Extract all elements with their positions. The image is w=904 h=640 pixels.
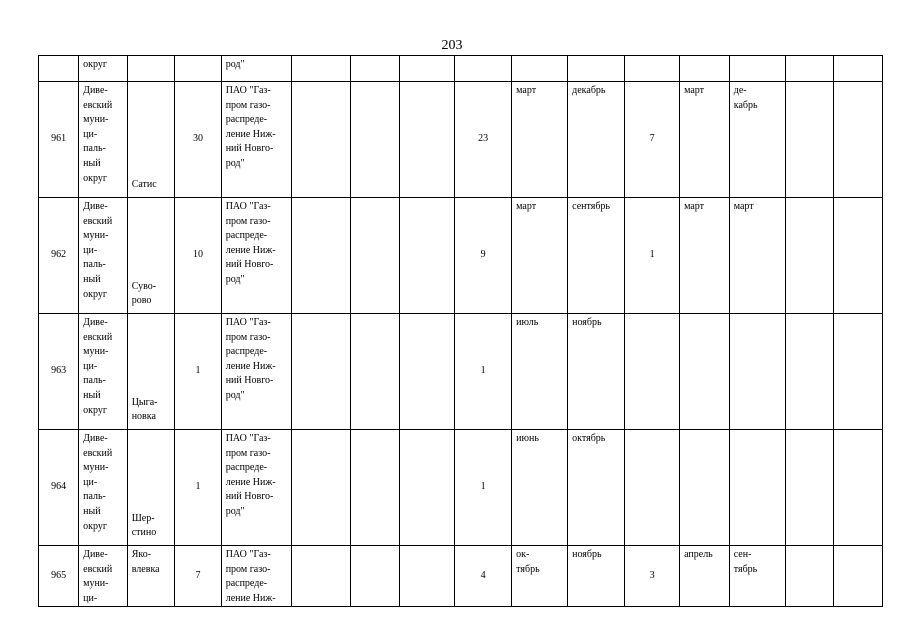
table-body bbox=[39, 56, 883, 607]
cell-month-end-2 bbox=[729, 82, 785, 198]
cell-qty bbox=[175, 546, 221, 607]
cell-district bbox=[79, 430, 128, 546]
cell-empty bbox=[292, 198, 350, 314]
cell-month-end-text: ноябрь bbox=[572, 549, 602, 560]
cell-count bbox=[455, 314, 512, 430]
cell-count bbox=[455, 198, 512, 314]
cell-empty bbox=[400, 546, 455, 607]
cell-month-start-2 bbox=[680, 314, 730, 430]
cell-month-end-text: октябрь bbox=[572, 433, 606, 444]
cell-month-end-2 bbox=[729, 314, 785, 430]
cell-org-text: ПАО "Газ- пром газо- распреде- ление Ниж- ний Новго- род" bbox=[225, 85, 276, 169]
cell-month-end-2-text: март bbox=[733, 201, 754, 212]
cell-org bbox=[221, 546, 292, 607]
cell-locality-text: Сатис bbox=[131, 179, 157, 191]
cell-empty bbox=[785, 546, 834, 607]
cell-qty-text: 7 bbox=[195, 569, 201, 581]
table-row-continuation bbox=[39, 56, 883, 82]
cell-month-start-text: март bbox=[516, 201, 537, 212]
cell-locality bbox=[127, 82, 175, 198]
cell-num bbox=[39, 198, 79, 314]
cell-empty bbox=[400, 430, 455, 546]
cell-org-text: ПАО "Газ- пром газо- распреде- ление Ниж- ний Новго- род" bbox=[225, 201, 276, 285]
cell-locality-text: Яко- влевка bbox=[131, 549, 160, 575]
cell-month-start-text: ок- тябрь bbox=[516, 549, 540, 575]
cell-empty bbox=[834, 82, 883, 198]
cell-month-end bbox=[568, 314, 625, 430]
cell-count2 bbox=[625, 198, 680, 314]
cell-count2-text: 7 bbox=[649, 133, 655, 145]
cell-month-end-text: ноябрь bbox=[572, 317, 602, 328]
cell-month-end bbox=[568, 82, 625, 198]
cell-empty bbox=[292, 314, 350, 430]
cell-qty bbox=[175, 430, 221, 546]
cell-count2 bbox=[625, 82, 680, 198]
cell-org bbox=[221, 314, 292, 430]
cell-month-start-text: март bbox=[516, 85, 537, 96]
cell-empty bbox=[785, 430, 834, 546]
cell-empty bbox=[400, 314, 455, 430]
cell-num bbox=[39, 82, 79, 198]
cell-district bbox=[79, 546, 128, 607]
table-row bbox=[39, 546, 883, 607]
cell-locality bbox=[127, 56, 175, 82]
cell-count bbox=[455, 82, 512, 198]
cell-org-text: ПАО "Газ- пром газо- распреде- ление Ниж- bbox=[225, 549, 276, 604]
cell-num bbox=[39, 314, 79, 430]
cell-month-start-text: июнь bbox=[516, 433, 539, 444]
cell-month-start-2 bbox=[680, 198, 730, 314]
cell-month-end-2 bbox=[729, 430, 785, 546]
table-row bbox=[39, 314, 883, 430]
cell-count-text: 1 bbox=[480, 481, 486, 493]
cell-month-start-2-text: март bbox=[684, 85, 705, 96]
cell-num-text: 962 bbox=[51, 249, 67, 261]
table-row bbox=[39, 198, 883, 314]
cell-qty-text: 1 bbox=[195, 365, 201, 377]
cell-month-start bbox=[512, 546, 568, 607]
cell-month-start-2 bbox=[680, 56, 730, 82]
cell-empty bbox=[785, 82, 834, 198]
cell-locality bbox=[127, 198, 175, 314]
cell-qty bbox=[175, 82, 221, 198]
cell-month-start bbox=[512, 56, 568, 82]
cell-count-text: 1 bbox=[480, 365, 486, 377]
cell-count2-text: 1 bbox=[649, 249, 655, 261]
cell-qty bbox=[175, 314, 221, 430]
cell-month-start-text: июль bbox=[516, 317, 539, 328]
cell-district-text: Диве- евский муни- ци- bbox=[83, 549, 113, 604]
cell-month-end-text: декабрь bbox=[572, 85, 606, 96]
cell-month-start-2 bbox=[680, 546, 730, 607]
cell-empty bbox=[400, 82, 455, 198]
cell-qty bbox=[175, 198, 221, 314]
cell-count2 bbox=[625, 56, 680, 82]
cell-district-text: Диве- евский муни- ци- паль- ный округ bbox=[83, 85, 113, 184]
cell-num-text: 964 bbox=[51, 481, 67, 493]
cell-locality bbox=[127, 314, 175, 430]
cell-org: род" bbox=[221, 56, 292, 82]
table-row bbox=[39, 430, 883, 546]
cell-month-start-2 bbox=[680, 82, 730, 198]
cell-empty bbox=[350, 56, 400, 82]
cell-month-end bbox=[568, 430, 625, 546]
page-number: 203 bbox=[441, 38, 463, 53]
cell-num bbox=[39, 546, 79, 607]
cell-num-text: 961 bbox=[51, 133, 67, 145]
cell-locality bbox=[127, 546, 175, 607]
cell-empty bbox=[785, 56, 834, 82]
cell-month-start-2-text: март bbox=[684, 201, 705, 212]
cell-month-end-2-text: сен- тябрь bbox=[733, 549, 758, 575]
cell-month-start bbox=[512, 430, 568, 546]
cell-org bbox=[221, 198, 292, 314]
cell-num-text: 965 bbox=[51, 569, 67, 581]
cell-qty-text: 10 bbox=[192, 249, 203, 261]
cell-empty bbox=[834, 56, 883, 82]
cell-empty bbox=[350, 314, 400, 430]
cell-month-start bbox=[512, 198, 568, 314]
cell-district bbox=[79, 82, 128, 198]
cell-count bbox=[455, 56, 512, 82]
cell-locality-text: Суво- рово bbox=[131, 280, 157, 307]
table-row bbox=[39, 82, 883, 198]
cell-month-start bbox=[512, 314, 568, 430]
cell-qty-text: 1 bbox=[195, 481, 201, 493]
cell-num-text: 963 bbox=[51, 365, 67, 377]
cell-district-text: Диве- евский муни- ци- паль- ный округ bbox=[83, 317, 113, 416]
data-table bbox=[38, 55, 883, 607]
cell-empty bbox=[785, 314, 834, 430]
cell-num bbox=[39, 56, 79, 82]
cell-district: округ bbox=[79, 56, 128, 82]
cell-month-end-2 bbox=[729, 198, 785, 314]
cell-count bbox=[455, 430, 512, 546]
cell-empty bbox=[350, 546, 400, 607]
cell-org bbox=[221, 82, 292, 198]
cell-district-text: Диве- евский муни- ци- паль- ный округ bbox=[83, 433, 113, 532]
cell-qty-text: 30 bbox=[192, 133, 203, 145]
cell-month-end bbox=[568, 546, 625, 607]
cell-empty bbox=[350, 430, 400, 546]
cell-count-text: 9 bbox=[480, 249, 486, 261]
cell-locality-text: Шер- стино bbox=[131, 512, 157, 539]
cell-month-end-2 bbox=[729, 56, 785, 82]
cell-locality-text: Цыга- новка bbox=[131, 396, 158, 423]
cell-count2-text: 3 bbox=[649, 569, 655, 581]
cell-empty bbox=[785, 198, 834, 314]
cell-empty bbox=[292, 430, 350, 546]
cell-empty bbox=[350, 82, 400, 198]
cell-month-start-2 bbox=[680, 430, 730, 546]
cell-locality bbox=[127, 430, 175, 546]
cell-district-text: Диве- евский муни- ци- паль- ный округ bbox=[83, 201, 113, 300]
cell-count2 bbox=[625, 430, 680, 546]
cell-org-text: ПАО "Газ- пром газо- распреде- ление Ниж- ний Новго- род" bbox=[225, 317, 276, 401]
cell-month-start bbox=[512, 82, 568, 198]
cell-empty bbox=[834, 546, 883, 607]
cell-month-end-2-text: де- кабрь bbox=[733, 85, 758, 111]
cell-qty bbox=[175, 56, 221, 82]
cell-count2 bbox=[625, 314, 680, 430]
cell-org-text: ПАО "Газ- пром газо- распреде- ление Ниж- ний Новго- род" bbox=[225, 433, 276, 517]
cell-district bbox=[79, 314, 128, 430]
cell-count-text: 4 bbox=[480, 569, 486, 581]
cell-count bbox=[455, 546, 512, 607]
cell-count-text: 23 bbox=[478, 133, 489, 145]
cell-org bbox=[221, 430, 292, 546]
cell-empty bbox=[400, 198, 455, 314]
cell-empty bbox=[292, 56, 350, 82]
cell-month-end bbox=[568, 56, 625, 82]
cell-month-end-text: сентябрь bbox=[572, 201, 610, 212]
cell-empty bbox=[292, 82, 350, 198]
cell-empty bbox=[350, 198, 400, 314]
cell-month-start-2-text: апрель bbox=[684, 549, 713, 560]
cell-num bbox=[39, 430, 79, 546]
cell-empty bbox=[400, 56, 455, 82]
cell-empty bbox=[834, 198, 883, 314]
cell-district bbox=[79, 198, 128, 314]
cell-month-end bbox=[568, 198, 625, 314]
cell-empty bbox=[834, 314, 883, 430]
cell-empty bbox=[834, 430, 883, 546]
cell-count2 bbox=[625, 546, 680, 607]
cell-empty bbox=[292, 546, 350, 607]
cell-month-end-2 bbox=[729, 546, 785, 607]
